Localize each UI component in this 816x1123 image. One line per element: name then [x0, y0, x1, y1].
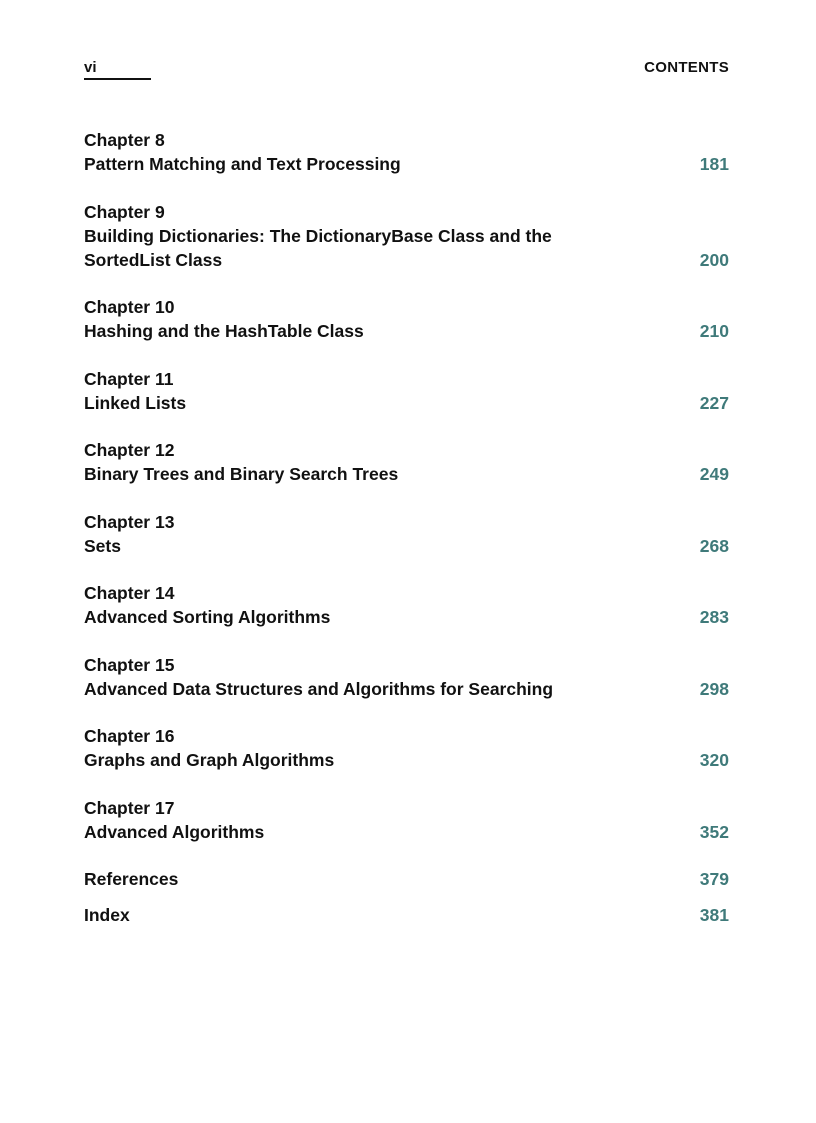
- chapter-label: Chapter 13: [84, 511, 175, 532]
- chapter-title: Binary Trees and Binary Search Trees: [84, 464, 399, 484]
- chapter-label: Chapter 9: [84, 201, 165, 222]
- page-number: 320: [699, 750, 729, 770]
- toc-entry-index[interactable]: [84, 903, 729, 927]
- toc-entry-chapter-17[interactable]: [84, 796, 729, 844]
- running-head: CONTENTS: [644, 59, 729, 76]
- back-matter-title: References: [84, 869, 179, 889]
- page-number: 352: [699, 821, 729, 842]
- chapter-title: Graphs and Graph Algorithms: [84, 750, 335, 770]
- toc-entry-chapter-12[interactable]: [84, 438, 729, 486]
- page-number: 200: [699, 249, 729, 270]
- toc-entry-chapter-8[interactable]: [84, 128, 729, 176]
- toc-entry-chapter-15[interactable]: [84, 653, 729, 701]
- folio-rule: [84, 78, 151, 80]
- chapter-label: Chapter 15: [84, 654, 175, 675]
- page-number: 283: [699, 607, 729, 627]
- chapter-title: Linked Lists: [84, 392, 187, 413]
- chapter-title: Pattern Matching and Text Processing: [84, 154, 401, 174]
- toc-entry-chapter-10[interactable]: [84, 295, 729, 343]
- chapter-label: Chapter 8: [84, 130, 165, 150]
- chapter-title: Advanced Data Structures and Algorithms for Searching: [84, 678, 554, 699]
- chapter-label: Chapter 17: [84, 797, 175, 818]
- page-number: 268: [699, 535, 729, 556]
- page-header: [84, 57, 729, 81]
- table-of-contents: [84, 128, 729, 927]
- folio-page-number: vi: [84, 59, 97, 76]
- chapter-label: Chapter 10: [84, 297, 175, 317]
- chapter-label: Chapter 11: [84, 368, 174, 389]
- chapter-title: Advanced Sorting Algorithms: [84, 607, 331, 627]
- toc-entry-chapter-11[interactable]: [84, 367, 729, 415]
- page-number: 298: [699, 678, 729, 699]
- chapter-label: Chapter 12: [84, 440, 175, 460]
- chapter-title: Advanced Algorithms: [84, 821, 265, 842]
- back-matter-title: Index: [84, 905, 130, 925]
- page-number: 381: [699, 905, 729, 925]
- page-number: 181: [699, 154, 729, 174]
- toc-entry-chapter-9[interactable]: [84, 200, 729, 272]
- chapter-title: Building Dictionaries: The DictionaryBase Class and the: [84, 225, 552, 246]
- toc-entry-references[interactable]: [84, 867, 729, 891]
- chapter-label: Chapter 14: [84, 583, 175, 603]
- page-number: 210: [699, 321, 729, 341]
- toc-entry-chapter-14[interactable]: [84, 581, 729, 629]
- chapter-title: Hashing and the HashTable Class: [84, 321, 364, 341]
- chapter-title-continued: SortedList Class: [84, 249, 223, 270]
- chapter-title: Sets: [84, 535, 121, 556]
- page-number: 227: [699, 392, 729, 413]
- page-number: 379: [699, 869, 729, 889]
- toc-entry-chapter-13[interactable]: [84, 510, 729, 558]
- page-number: 249: [699, 464, 729, 484]
- chapter-label: Chapter 16: [84, 726, 175, 746]
- toc-entry-chapter-16[interactable]: [84, 724, 729, 772]
